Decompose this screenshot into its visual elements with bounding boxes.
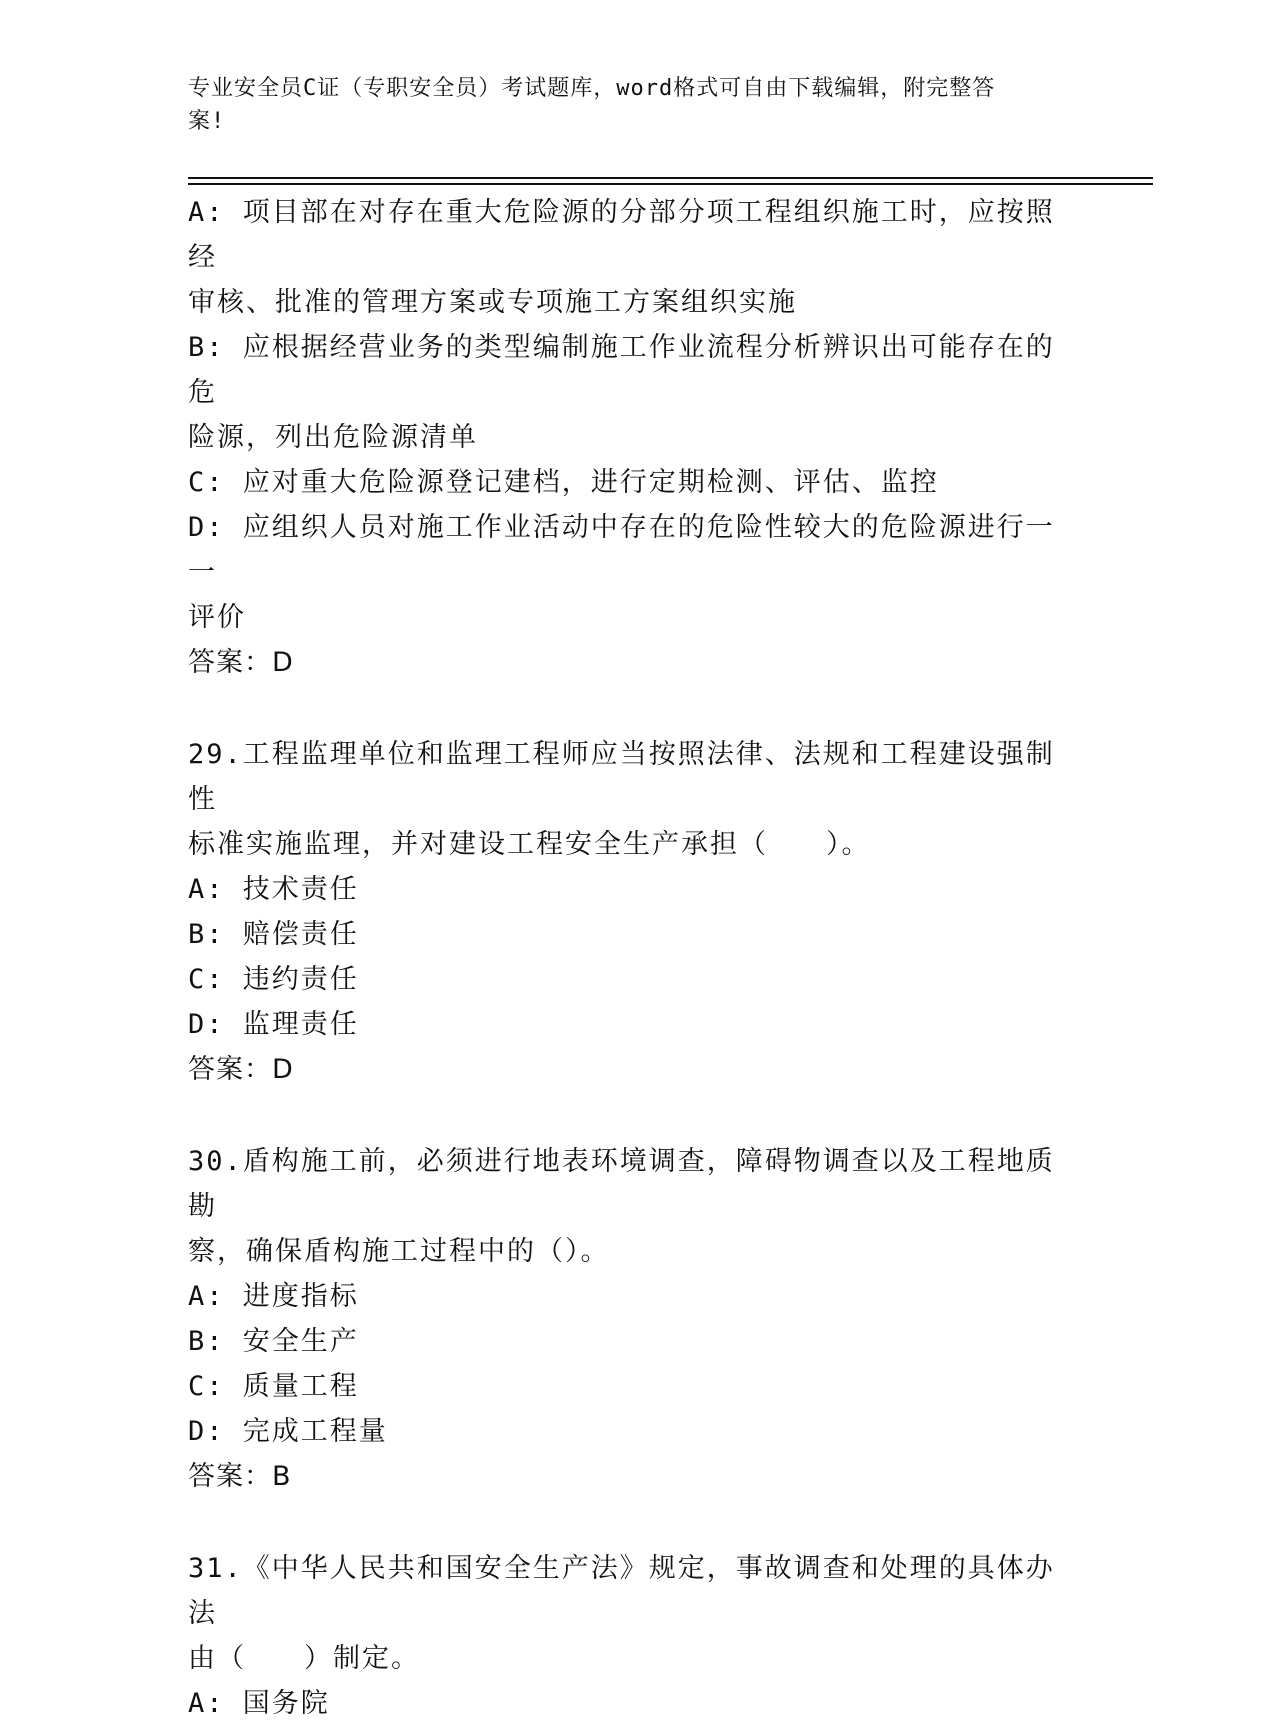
option-b: B: 应根据经营业务的类型编制施工作业流程分析辨识出可能存在的危 bbox=[188, 332, 1055, 408]
header-line: 案! bbox=[188, 109, 226, 134]
option-a: A: 进度指标 bbox=[188, 1281, 359, 1312]
question-29-block bbox=[188, 732, 1078, 1092]
question-30-block bbox=[188, 1139, 1078, 1499]
option-c: C: 质量工程 bbox=[188, 1371, 359, 1402]
option-d: D: 完成工程量 bbox=[188, 1416, 388, 1447]
option-d: D: 应组织人员对施工作业活动中存在的危险性较大的危险源进行一一 bbox=[188, 512, 1055, 588]
answer: 答案：D bbox=[188, 647, 294, 678]
document-header bbox=[188, 72, 1068, 138]
question-stem: 由（ ）制定。 bbox=[188, 1643, 420, 1674]
question-stem: 30.盾构施工前，必须进行地表环境调查，障碍物调查以及工程地质勘 bbox=[188, 1146, 1055, 1222]
option-c: C: 违约责任 bbox=[188, 964, 359, 995]
question-28-block bbox=[188, 190, 1078, 685]
spacer bbox=[188, 1499, 1078, 1546]
question-stem: 标准实施监理，并对建设工程安全生产承担（ ）。 bbox=[188, 829, 871, 860]
question-31-block bbox=[188, 1546, 1078, 1726]
option-a: A: 国务院 bbox=[188, 1688, 330, 1719]
option-a: 审核、批准的管理方案或专项施工方案组织实施 bbox=[188, 287, 797, 318]
question-stem: 29.工程监理单位和监理工程师应当按照法律、法规和工程建设强制性 bbox=[188, 739, 1055, 815]
option-a: A: 技术责任 bbox=[188, 874, 359, 905]
option-d: 评价 bbox=[188, 602, 246, 633]
header-line: 专业安全员C证（专职安全员）考试题库，word格式可自由下载编辑，附完整答 bbox=[188, 76, 996, 101]
option-a: A: 项目部在对存在重大危险源的分部分项工程组织施工时，应按照经 bbox=[188, 197, 1055, 273]
header-divider bbox=[188, 183, 1153, 185]
question-list bbox=[188, 190, 1078, 1726]
answer: 答案：D bbox=[188, 1054, 294, 1085]
header-divider bbox=[188, 177, 1153, 179]
question-stem: 31.《中华人民共和国安全生产法》规定，事故调查和处理的具体办法 bbox=[188, 1553, 1055, 1629]
option-d: D: 监理责任 bbox=[188, 1009, 359, 1040]
option-b: B: 赔偿责任 bbox=[188, 919, 359, 950]
spacer bbox=[188, 685, 1078, 732]
option-b: 险源，列出危险源清单 bbox=[188, 422, 478, 453]
spacer bbox=[188, 1092, 1078, 1139]
option-b: B: 安全生产 bbox=[188, 1326, 359, 1357]
question-stem: 察，确保盾构施工过程中的（）。 bbox=[188, 1236, 610, 1267]
answer: 答案：B bbox=[188, 1461, 292, 1492]
option-c: C: 应对重大危险源登记建档，进行定期检测、评估、监控 bbox=[188, 467, 939, 498]
